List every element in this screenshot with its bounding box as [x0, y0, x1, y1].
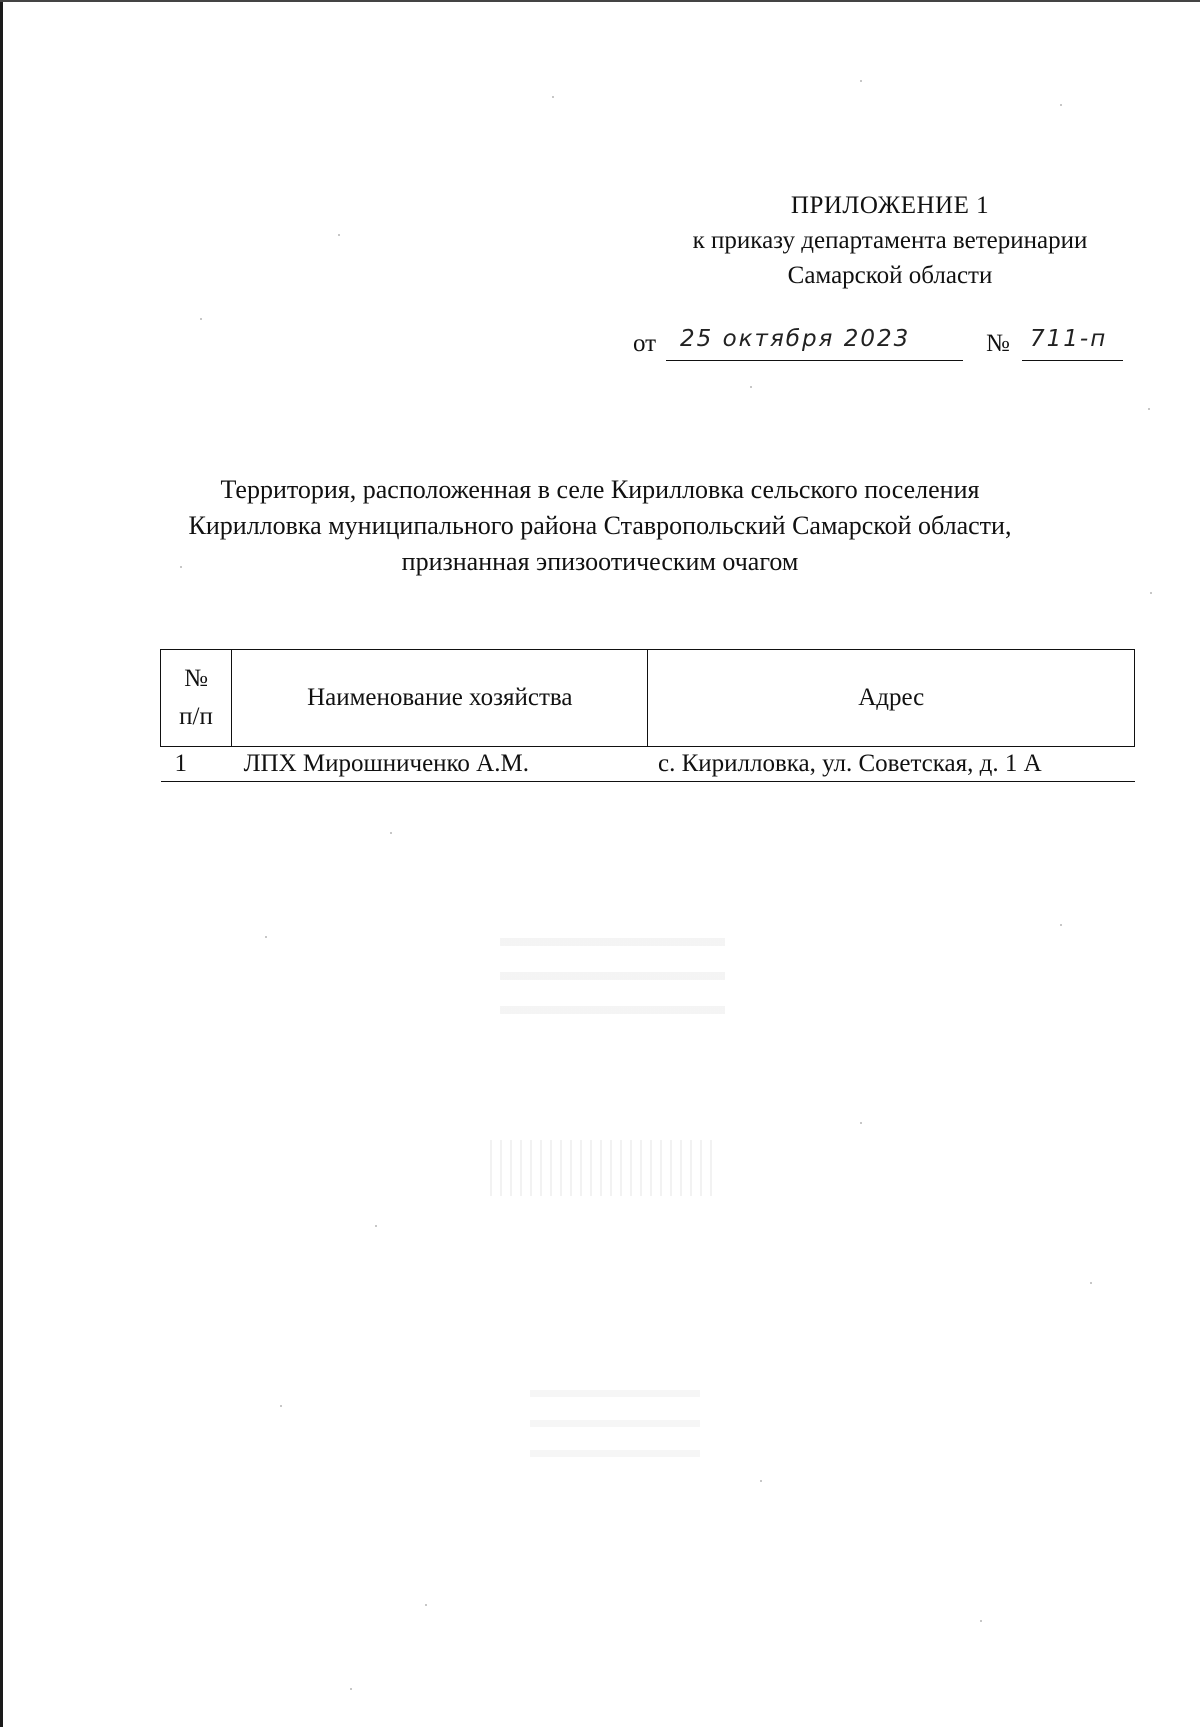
territory-heading [150, 472, 1050, 580]
header-address: Адрес [648, 650, 1135, 747]
scan-speck [390, 832, 392, 834]
order-number-handwritten: 711-п [1030, 326, 1108, 352]
scan-speck [338, 234, 340, 236]
scan-speck [375, 1225, 377, 1227]
order-from-label: от [633, 330, 657, 357]
scan-speck [1060, 104, 1062, 106]
scan-speck [265, 936, 267, 938]
bleed-through-mark [500, 938, 725, 1016]
scan-speck [552, 96, 554, 98]
scan-speck [200, 318, 202, 320]
appendix-region: Самарской области [787, 262, 993, 289]
scan-speck [280, 1405, 282, 1407]
row-address: с. Кирилловка, ул. Советская, д. 1 А [648, 747, 1135, 782]
order-number-label: № [986, 330, 1010, 357]
order-date-handwritten: 25 октября 2023 [680, 326, 911, 352]
farms-table [160, 649, 1135, 782]
scan-edge-left [0, 0, 3, 1727]
header-number-pp: п/п [179, 703, 213, 730]
scan-speck [980, 1620, 982, 1622]
bleed-through-mark [490, 1140, 720, 1196]
order-line [630, 328, 1125, 364]
bleed-through-mark [530, 1390, 700, 1478]
scan-speck [760, 1480, 762, 1482]
scan-speck [1150, 592, 1152, 594]
table-row [161, 747, 1135, 782]
scan-edge-top [0, 0, 1200, 2]
appendix-title: ПРИЛОЖЕНИЕ 1 [790, 192, 990, 219]
territory-heading-line-2: Кирилловка муниципального района Ставропольский Самарской области, [188, 511, 1012, 540]
table-header-row [161, 650, 1135, 747]
scan-speck [425, 1604, 427, 1606]
header-farm-name: Наименование хозяйства [232, 650, 648, 747]
row-number: 1 [161, 747, 232, 782]
appendix-order-ref: к приказу департамента ветеринарии [692, 227, 1088, 254]
row-farm-name: ЛПХ Мирошниченко А.М. [232, 747, 648, 782]
scan-speck [1060, 924, 1062, 926]
scan-speck [750, 386, 752, 388]
scan-speck [860, 80, 862, 82]
territory-heading-line-1: Территория, расположенная в селе Кирилловка сельского поселения [220, 475, 980, 504]
appendix-header [640, 188, 1140, 293]
scan-speck [350, 1688, 352, 1690]
scan-speck [1090, 1282, 1092, 1284]
farms-table-wrap [160, 649, 1135, 782]
header-number [161, 650, 232, 747]
scan-speck [860, 1122, 862, 1124]
scan-speck [180, 566, 182, 568]
territory-heading-line-3: признанная эпизоотическим очагом [401, 547, 799, 576]
header-number-sign: № [184, 665, 208, 692]
scan-speck [1148, 408, 1150, 410]
